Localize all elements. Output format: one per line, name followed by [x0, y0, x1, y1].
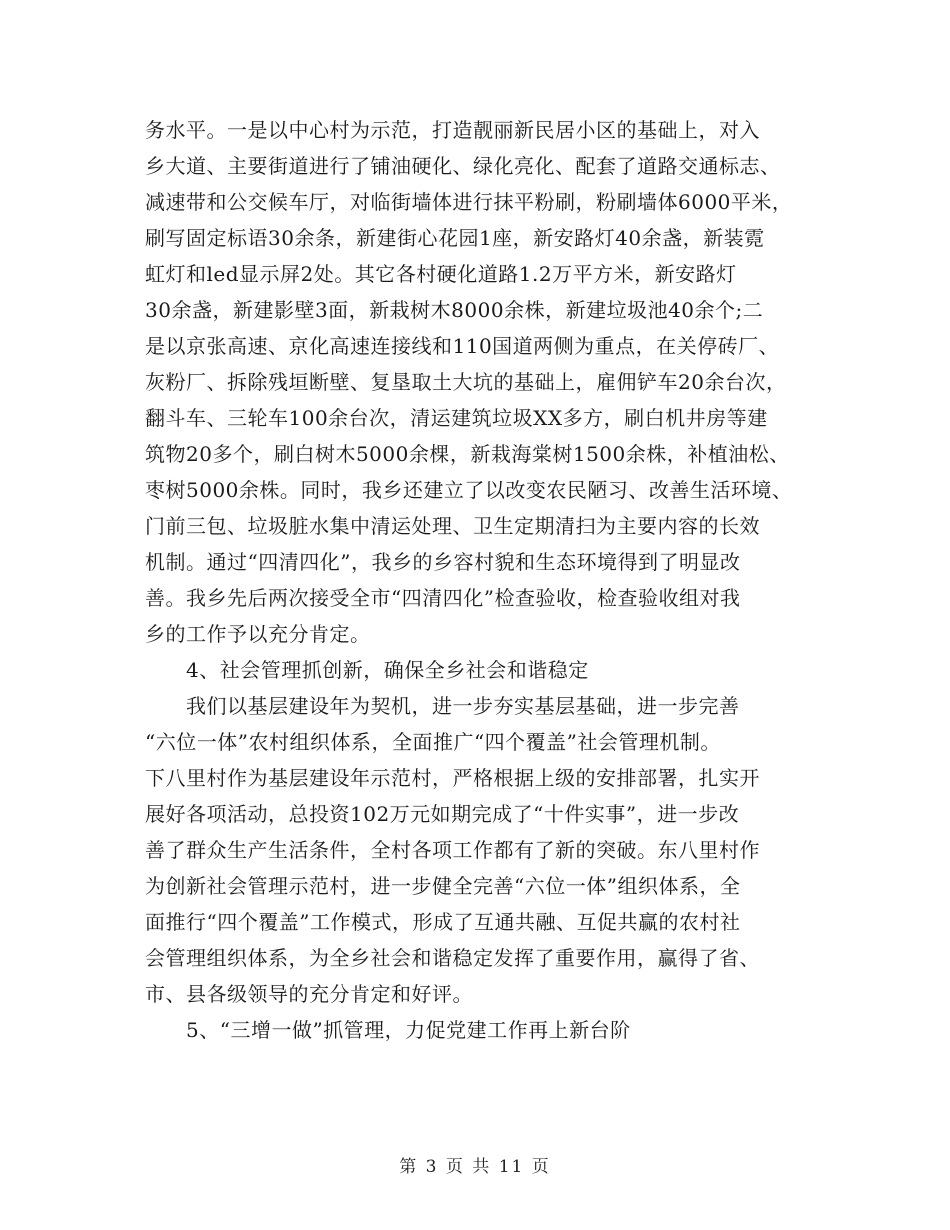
paragraph-line: 乡的工作予以充分肯定。 [145, 622, 371, 646]
paragraph-line: 减速带和公交候车厅，对临街墙体进行抹平粉刷，粉刷墙体6000平米， [145, 190, 793, 214]
paragraph-line: 虹灯和led显示屏2处。其它各村硬化道路1.2万平方米，新安路灯 [145, 262, 737, 286]
paragraph-line: 善。我乡先后两次接受全市“四清四化”检查验收，检查验收组对我 [145, 586, 741, 610]
paragraph-line: 筑物20多个，刷白树木5000余棵，新栽海棠树1500余株，补植油松、 [145, 442, 790, 466]
paragraph-line: 门前三包、垃圾脏水集中清运处理、卫生定期清扫为主要内容的长效 [145, 514, 760, 538]
body-text [145, 112, 810, 1048]
paragraph-line: 面推行“四个覆盖”工作模式，形成了互通共融、互促共赢的农村社 [145, 910, 741, 934]
section-heading-5: 5、“三增一做”抓管理，力促党建工作再上新台阶 [186, 1018, 631, 1042]
paragraph-line: “六位一体”农村组织体系，全面推广“四个覆盖”社会管理机制。 [145, 730, 721, 754]
paragraph-line: 灰粉厂、拆除残垣断壁、复垦取土大坑的基础上，雇佣铲车20余台次， [145, 370, 787, 394]
page-footer: 第 3 页 共 11 页 [399, 1157, 551, 1177]
paragraph-line: 务水平。一是以中心村为示范，打造靓丽新民居小区的基础上，对入 [145, 118, 760, 142]
paragraph-line: 乡大道、主要街道进行了铺油硬化、绿化亮化、配套了道路交通标志、 [145, 154, 781, 178]
paragraph-line: 30余盏，新建影壁3面，新栽树木8000余株，新建垃圾池40余个;二 [145, 298, 764, 322]
paragraph-line: 市、县各级领导的充分肯定和好评。 [145, 982, 473, 1006]
paragraph-line: 枣树5000余株。同时，我乡还建立了以改变农民陋习、改善生活环境、 [145, 478, 793, 502]
paragraph-line: 为创新社会管理示范村，进一步健全完善“六位一体”组织体系，全 [145, 874, 741, 898]
paragraph-line: 我们以基层建设年为契机，进一步夯实基层基础，进一步完善 [186, 694, 740, 718]
section-heading-4: 4、社会管理抓创新，确保全乡社会和谐稳定 [186, 658, 589, 682]
paragraph-line: 是以京张高速、京化高速连接线和110国道两侧为重点，在关停砖厂、 [145, 334, 780, 358]
paragraph-line: 下八里村作为基层建设年示范村，严格根据上级的安排部署，扎实开 [145, 766, 760, 790]
paragraph-line: 刷写固定标语30余条，新建街心花园1座，新安路灯40余盏，新装霓 [145, 226, 765, 250]
paragraph-line: 展好各项活动，总投资102万元如期完成了“十件实事”，进一步改 [145, 802, 740, 826]
paragraph-line: 机制。通过“四清四化”，我乡的乡容村貌和生态环境得到了明显改 [145, 550, 741, 574]
paragraph-line: 翻斗车、三轮车100余台次，清运建筑垃圾XX多方，刷白机井房等建 [145, 406, 768, 430]
paragraph-line: 善了群众生产生活条件，全村各项工作都有了新的突破。东八里村作 [145, 838, 760, 862]
paragraph-line: 会管理组织体系，为全乡社会和谐稳定发挥了重要作用，赢得了省、 [145, 946, 760, 970]
